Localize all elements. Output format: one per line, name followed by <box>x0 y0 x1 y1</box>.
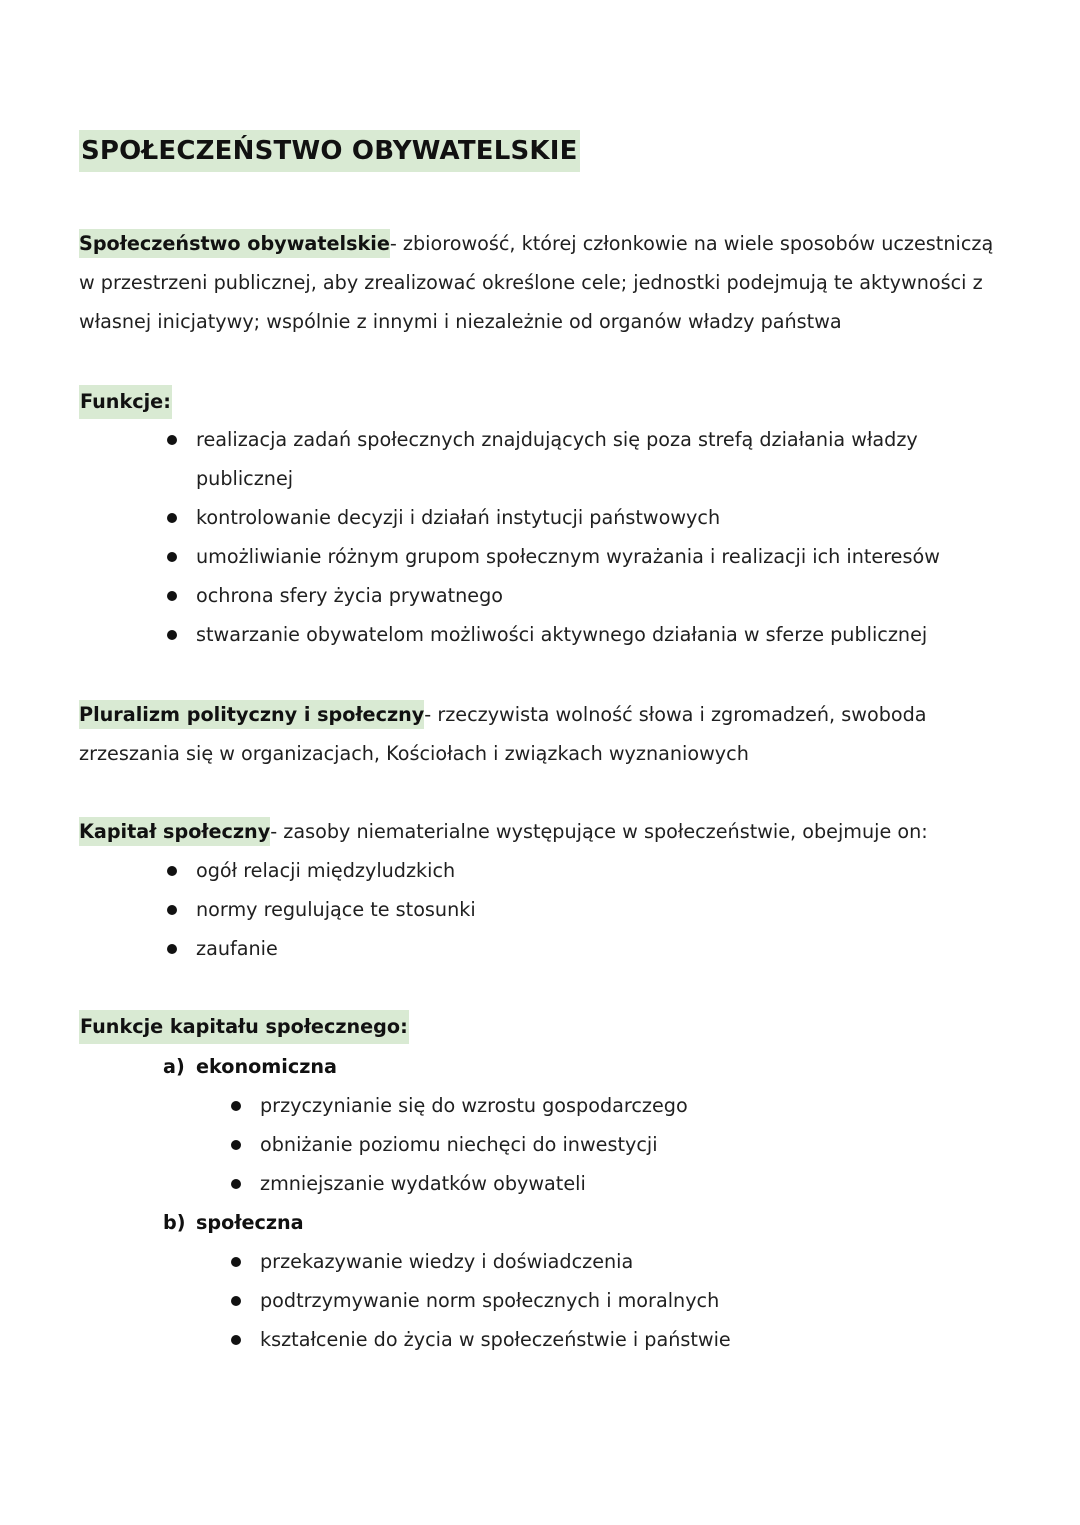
list-item: ogół relacji międzyludzkich <box>165 851 865 890</box>
functions-list <box>165 420 965 654</box>
functions-label: Funkcje: <box>79 385 172 419</box>
economic-list <box>229 1086 929 1203</box>
definition-civil-society <box>79 224 1009 341</box>
list-item: kontrolowanie decyzji i działań instytucji państwowych <box>165 498 965 537</box>
term-pluralism: Pluralizm polityczny i społeczny <box>79 700 424 729</box>
list-item: przyczynianie się do wzrostu gospodarczego <box>229 1086 929 1125</box>
term-civil-society: Społeczeństwo obywatelskie <box>79 229 390 258</box>
subheading-social <box>163 1203 304 1242</box>
list-item: obniżanie poziomu niechęci do inwestycji <box>229 1125 929 1164</box>
list-item: realizacja zadań społecznych znajdujących się poza strefą działania władzy publicznej <box>165 420 965 498</box>
definition-text: - zbiorowość, której członkowie na wiele sposobów uczestniczą w przestrzeni publicznej, aby zrealizować określone cele; jednostki podejmują te aktywności z własnej inicjatywy; wspólnie z innymi i niezależnie od organów władzy państwa <box>79 232 994 333</box>
subheading-economic <box>163 1047 337 1086</box>
list-item: zmniejszanie wydatków obywateli <box>229 1164 929 1203</box>
list-item: przekazywanie wiedzy i doświadczenia <box>229 1242 929 1281</box>
list-item: stwarzanie obywatelom możliwości aktywnego działania w sferze publicznej <box>165 615 965 654</box>
capital-functions-label: Funkcje kapitału społecznego: <box>79 1010 409 1044</box>
page-title: SPOŁECZEŃSTWO OBYWATELSKIE <box>79 130 580 172</box>
list-marker: a) <box>163 1055 185 1078</box>
list-item: kształcenie do życia w społeczeństwie i państwie <box>229 1320 929 1359</box>
subheading-label: społeczna <box>196 1211 304 1234</box>
list-marker: b) <box>163 1211 186 1234</box>
social-capital-list <box>165 851 865 968</box>
definition-text: - zasoby niematerialne występujące w społeczeństwie, obejmuje on: <box>270 820 928 843</box>
list-item: umożliwianie różnym grupom społecznym wyrażania i realizacji ich interesów <box>165 537 965 576</box>
social-list <box>229 1242 929 1359</box>
list-item: zaufanie <box>165 929 865 968</box>
list-item: podtrzymywanie norm społecznych i moralnych <box>229 1281 929 1320</box>
list-item: ochrona sfery życia prywatnego <box>165 576 965 615</box>
definition-pluralism <box>79 695 1009 773</box>
definition-text: - rzeczywista wolność słowa i zgromadzeń, swoboda zrzeszania się w organizacjach, Kościołach i związkach wyznaniowych <box>79 703 927 765</box>
term-social-capital: Kapitał społeczny <box>79 817 270 846</box>
definition-social-capital <box>79 812 1009 851</box>
subheading-label: ekonomiczna <box>196 1055 338 1078</box>
list-item: normy regulujące te stosunki <box>165 890 865 929</box>
